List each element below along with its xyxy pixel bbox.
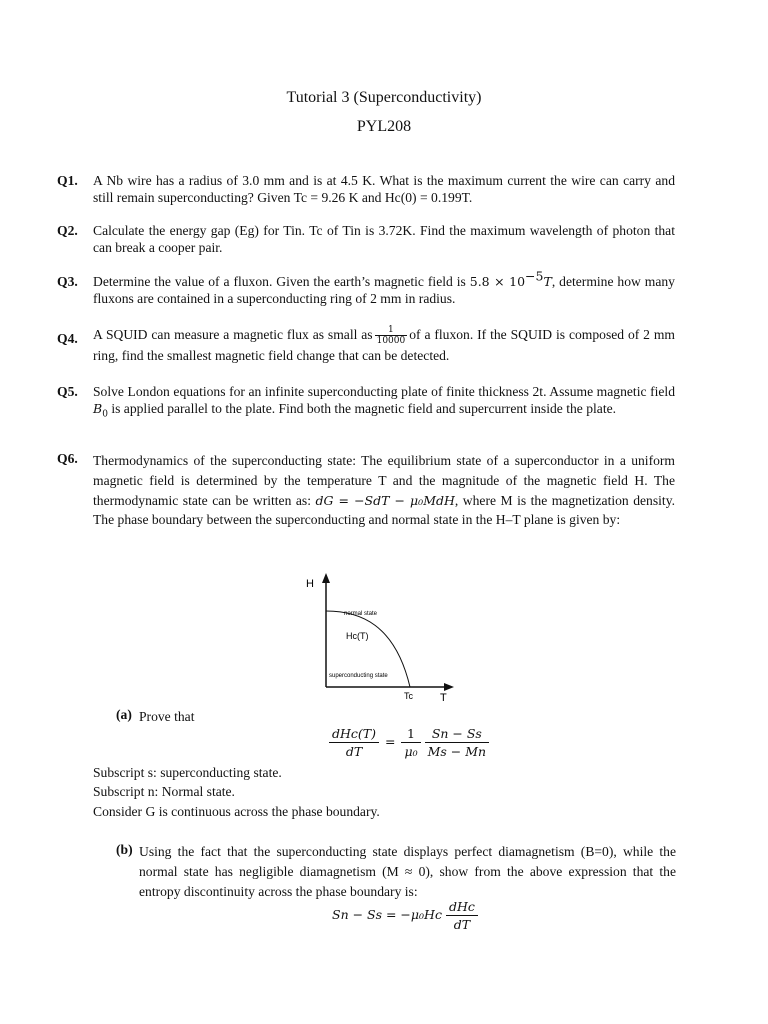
question-text bbox=[93, 384, 675, 423]
field-exponent: −5 bbox=[525, 268, 544, 284]
thermo-equation: dG = −SdT − μ₀MdH bbox=[315, 492, 455, 508]
equals-sign: = bbox=[384, 734, 396, 749]
field-unit: T bbox=[543, 274, 552, 289]
question-text bbox=[93, 268, 675, 307]
part-label: (a) bbox=[116, 707, 132, 722]
fraction-numerator: 1 bbox=[401, 725, 420, 743]
entropy-lhs: Sn − Ss = −μ₀Hc bbox=[332, 907, 442, 922]
tutorial-title: Tutorial 3 (Superconductivity) bbox=[286, 89, 482, 106]
entropy-equation bbox=[332, 898, 478, 933]
part-label: (b) bbox=[116, 842, 133, 857]
note-subscript-n: Subscript n: Normal state. bbox=[93, 784, 235, 799]
question-number: Q4. bbox=[57, 331, 78, 346]
question-text-part: of a fluxon. If the SQUID is composed of 2 mm ring, find the smallest magnetic field change that can be detected. bbox=[93, 327, 675, 364]
question-number: Q3. bbox=[57, 274, 78, 289]
part-b bbox=[116, 842, 676, 901]
question-1 bbox=[57, 173, 675, 206]
x-axis-arrow bbox=[444, 683, 454, 691]
question-text-part: Thermodynamics of the superconducting state: The equilibrium state of a superconductor in a uniform magnetic field is determined by the temperature T and the magnitude of the magnetic field H. The thermodynamic state can be written as: bbox=[93, 453, 675, 508]
question-text bbox=[93, 325, 675, 366]
clausius-equation bbox=[329, 725, 489, 760]
question-2 bbox=[57, 223, 675, 256]
question-text-part: , determine how many fluxons are contained in a superconducting ring of 2 mm in radius. bbox=[93, 274, 675, 306]
part-a bbox=[116, 707, 676, 727]
fraction-numerator: dHc(T) bbox=[329, 725, 379, 743]
rhs-fraction-1 bbox=[401, 725, 420, 760]
question-text-part: A SQUID can measure a magnetic flux as small as bbox=[93, 327, 373, 342]
question-text: A Nb wire has a radius of 3.0 mm and is at 4.5 K. What is the maximum current the wire can carry and still remain superconducting? Given Tc = 9.26 K and Hc(0) = 0.199T. bbox=[93, 173, 675, 205]
fraction-numerator: Sn − Ss bbox=[425, 725, 489, 743]
question-text-part: is applied parallel to the plate. Find both the magnetic field and supercurrent inside the plate. bbox=[107, 400, 617, 416]
fraction-numerator: dHc bbox=[446, 898, 478, 916]
question-number: Q5. bbox=[57, 384, 78, 399]
curve-label: Hc(T) bbox=[346, 631, 369, 641]
question-number: Q6. bbox=[57, 451, 78, 466]
part-text: Using the fact that the superconducting state displays perfect diamagnetism (B=0), while the normal state has negligible diamagnetism (M ≈ 0), show from the above expression that the entropy discontinuity across the phase boundary is: bbox=[139, 844, 676, 899]
normal-state-label: normal state bbox=[344, 611, 378, 617]
field-value: 5.8 × 10 bbox=[469, 274, 526, 289]
y-axis-arrow bbox=[322, 573, 330, 583]
fraction-denominator: 10000 bbox=[376, 336, 406, 347]
question-3 bbox=[57, 268, 675, 307]
question-4 bbox=[57, 325, 675, 366]
question-6 bbox=[57, 451, 675, 530]
fraction-denominator: Ms − Mn bbox=[427, 744, 487, 759]
note-continuity: Consider G is continuous across the phase boundary. bbox=[93, 804, 380, 819]
flux-fraction bbox=[375, 325, 408, 346]
tc-label: Tc bbox=[404, 691, 413, 701]
question-text-part: Solve London equations for an infinite superconducting plate of finite thickness 2t. Assume magnetic field bbox=[93, 384, 675, 399]
question-text-part: , where M is the magnetization density. The phase boundary between the superconducting and normal state in the H–T plane is given by: bbox=[93, 492, 676, 528]
part-text: Prove that bbox=[139, 709, 195, 724]
question-number: Q1. bbox=[57, 173, 78, 188]
field-subscript: 0 bbox=[102, 409, 108, 420]
x-axis-label: T bbox=[440, 692, 447, 704]
question-text-part: Determine the value of a fluxon. Given the earth’s magnetic field is bbox=[93, 274, 470, 289]
note-subscript-s: Subscript s: superconducting state. bbox=[93, 765, 282, 780]
entropy-fraction bbox=[446, 898, 478, 933]
phase-diagram bbox=[300, 570, 460, 710]
question-text bbox=[93, 451, 675, 530]
fraction-numerator: 1 bbox=[375, 325, 408, 336]
rhs-fraction-2 bbox=[425, 725, 489, 760]
field-symbol: B bbox=[93, 400, 103, 416]
fraction-denominator: dT bbox=[453, 917, 471, 932]
question-number: Q2. bbox=[57, 223, 78, 238]
superconducting-state-label: superconducting state bbox=[329, 673, 388, 679]
y-axis-label: H bbox=[306, 578, 314, 590]
fraction-denominator: dT bbox=[345, 744, 363, 759]
question-5 bbox=[57, 384, 675, 423]
lhs-fraction bbox=[329, 725, 379, 760]
course-code: PYL208 bbox=[356, 118, 412, 135]
fraction-denominator: μ₀ bbox=[404, 744, 418, 759]
question-text: Calculate the energy gap (Eg) for Tin. Tc of Tin is 3.72K. Find the maximum wavelength of photon that can break a cooper pair. bbox=[93, 223, 675, 255]
